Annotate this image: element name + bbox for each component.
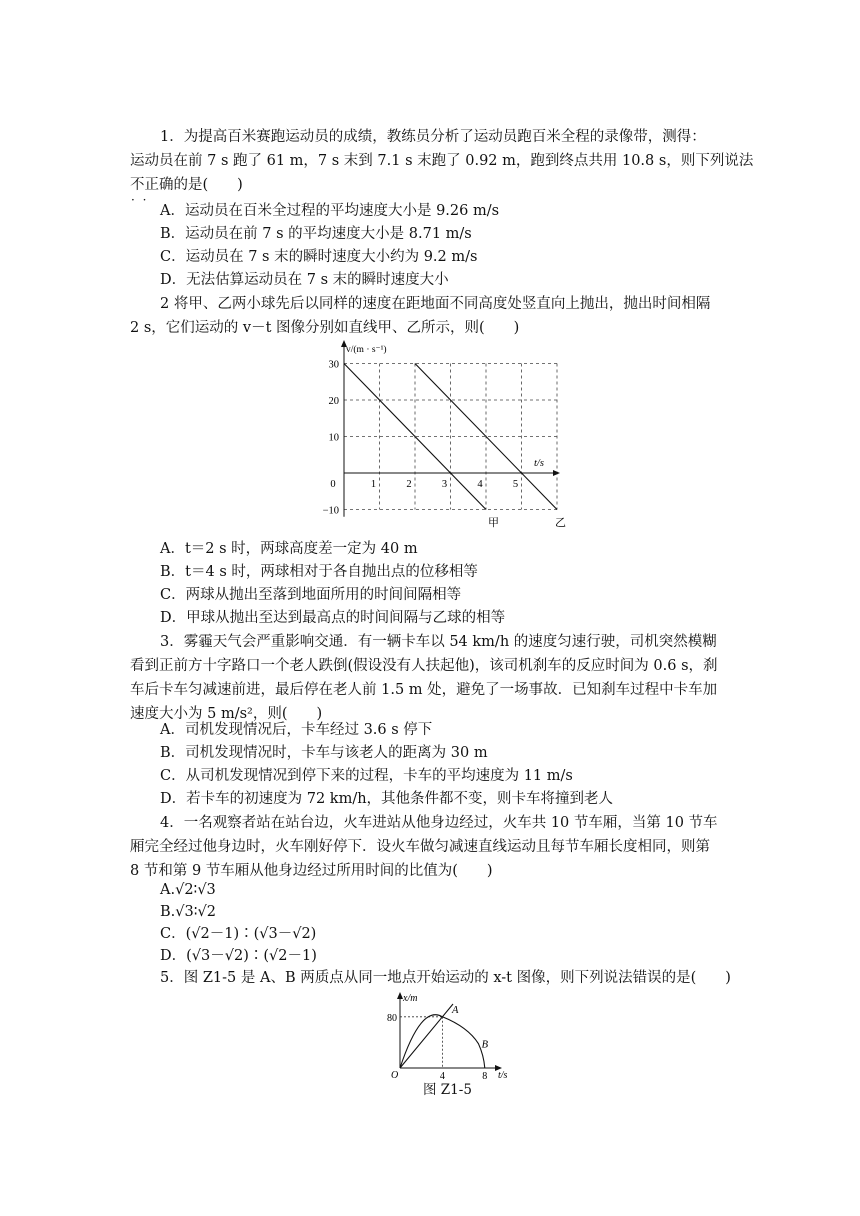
origin-label: O bbox=[391, 1070, 399, 1081]
x-tick-label: 4 bbox=[477, 479, 483, 490]
x-tick-label: 2 bbox=[406, 479, 412, 490]
q3-stem-line1: 3．雾霾天气会严重影响交通．有一辆卡车以 54 km/h 的速度匀速行驶，司机突然模糊 bbox=[160, 634, 717, 650]
q4-option-b: B.√3∶√2 bbox=[160, 904, 216, 920]
q1-stem-line2: 运动员在前 7 s 跑了 61 m，7 s 末到 7.1 s 末跑了 0.92 m，跑到终点共用 10.8 s，则下列说法 bbox=[130, 153, 754, 169]
vt-graph bbox=[312, 338, 582, 530]
q2-option-b: B．t＝4 s 时，两球相对于各自抛出点的位移相等 bbox=[160, 564, 478, 580]
q4-option-d: D．(√3－√2)∶(√2－1) bbox=[160, 948, 317, 964]
vt-labels bbox=[323, 344, 566, 529]
x-axis-label: t/s bbox=[498, 1070, 508, 1081]
q4-stem-line3: 8 节和第 9 节车厢从他身边经过所用时间的比值为( ) bbox=[130, 863, 493, 879]
q3-option-c: C．从司机发现情况到停下来的过程，卡车的平均速度为 11 m/s bbox=[160, 768, 573, 784]
series-yi-label: 乙 bbox=[555, 517, 566, 529]
q4-stem-line1: 4．一名观察者站在站台边，火车进站从他身边经过，火车共 10 节车厢，当第 10 节车 bbox=[160, 815, 718, 831]
y-axis-label: x/m bbox=[403, 993, 418, 1004]
q2-option-c: C．两球从抛出至落到地面所用的时间间隔相等 bbox=[160, 587, 462, 603]
y-tick-label: 20 bbox=[328, 396, 339, 407]
q2-option-d: D．甲球从抛出至达到最高点的时间间隔与乙球的相等 bbox=[160, 610, 506, 626]
x-tick-label: 8 bbox=[482, 1071, 488, 1082]
x-axis-label: t/s bbox=[534, 458, 544, 469]
xt-graph bbox=[376, 990, 516, 1082]
series-b-label: B bbox=[481, 1039, 489, 1051]
q1-option-c: C．运动员在 7 s 末的瞬时速度大小约为 9.2 m/s bbox=[160, 249, 478, 265]
y-tick-label: 30 bbox=[328, 359, 339, 371]
y-axis-label: v/(m · s⁻¹) bbox=[346, 345, 387, 355]
q1-emphasis: 不正确 · · bbox=[130, 177, 174, 193]
q3-stem-line2: 看到正前方十字路口一个老人跌倒(假设没有人扶起他)，该司机刹车的反应时间为 0.6 s，刹 bbox=[130, 658, 718, 674]
q1-option-b: B．运动员在前 7 s 的平均速度大小是 8.71 m/s bbox=[160, 226, 472, 242]
x-tick-label: 1 bbox=[370, 479, 377, 490]
q1-stem-line1: 1．为提高百米赛跑运动员的成绩，教练员分析了运动员跑百米全程的录像带，测得： bbox=[160, 129, 706, 145]
q2-option-a: A．t＝2 s 时，两球高度差一定为 40 m bbox=[160, 541, 418, 557]
x-tick-label: 4 bbox=[439, 1071, 445, 1082]
q3-option-d: D．若卡车的初速度为 72 km/h，其他条件都不变，则卡车将撞到老人 bbox=[160, 791, 614, 807]
q1-option-d: D．无法估算运动员在 7 s 末的瞬时速度大小 bbox=[160, 272, 449, 288]
y-tick-label: 80 bbox=[387, 1012, 397, 1024]
q5-stem: 5．图 Z1-5 是 A、B 两质点从同一地点开始运动的 x-t 图像，则下列说法错误的是( ) bbox=[160, 970, 731, 986]
q4-stem-line2: 厢完全经过他身边时，火车刚好停下．设火车做匀减速直线运动且每节车厢长度相同，则第 bbox=[130, 839, 710, 855]
y-tick-label: −10 bbox=[322, 505, 339, 517]
x-tick-label: 5 bbox=[512, 479, 519, 490]
figure-caption: 图 Z1-5 bbox=[423, 1082, 472, 1098]
x-tick-label: 3 bbox=[441, 479, 448, 490]
q4-option-a: A.√2∶√3 bbox=[160, 882, 216, 898]
q1-stem-rest: 的是( ) bbox=[173, 177, 243, 193]
series-jia-label: 甲 bbox=[488, 517, 499, 529]
q2-stem-line1: 2 将甲、乙两小球先后以同样的速度在距地面不同高度处竖直向上抛出，抛出时间相隔 bbox=[160, 296, 711, 312]
q4-option-c: C．(√2－1)∶(√3－√2) bbox=[160, 926, 317, 942]
q1-option-a: A．运动员在百米全过程的平均速度大小是 9.26 m/s bbox=[160, 203, 500, 219]
q2-stem-line2: 2 s，它们运动的 v－t 图像分别如直线甲、乙所示，则( ) bbox=[130, 320, 520, 336]
xt-labels bbox=[387, 993, 508, 1082]
x-tick-label: 0 bbox=[330, 479, 336, 490]
q3-stem-line4: 速度大小为 5 m/s²，则( ) bbox=[130, 706, 323, 722]
series-a-label: A bbox=[451, 1004, 459, 1016]
q3-option-a: A．司机发现情况后，卡车经过 3.6 s 停下 bbox=[160, 722, 433, 738]
series-a-line bbox=[400, 1004, 453, 1068]
q3-option-b: B．司机发现情况时，卡车与该老人的距离为 30 m bbox=[160, 745, 488, 761]
y-tick-label: 10 bbox=[328, 432, 339, 444]
q1-stem-line3 bbox=[130, 175, 243, 195]
x-axis-arrow bbox=[553, 470, 560, 476]
q3-stem-line3: 车后卡车匀减速前进，最后停在老人前 1.5 m 处，避免了一场事故．已知刹车过程中卡车加 bbox=[130, 682, 718, 698]
